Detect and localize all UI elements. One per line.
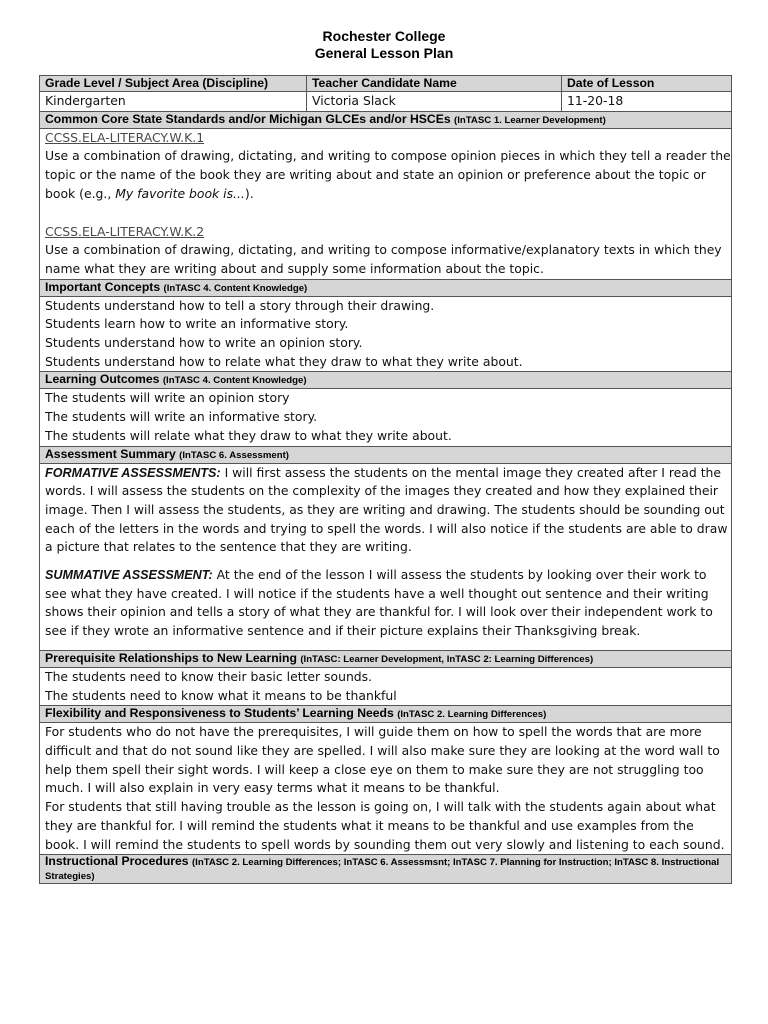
prereq-line: The students need to know what it means to be thankful xyxy=(45,687,397,703)
procedures-heading-sub: (InTASC 2. Learning Differences; InTASC 6. Assessmsnt; InTASC 7. Planning for Instruction; InTASC 8. Instructional Strategies) xyxy=(45,857,720,883)
outcome-line: The students will write an opinion story xyxy=(45,390,290,406)
concept-line: Students learn how to write an informative story. xyxy=(45,316,349,332)
flexibility-heading-sub: (InTASC 2. Learning Differences) xyxy=(397,709,547,721)
grade-level-value: Kindergarten xyxy=(40,92,307,112)
procedures-heading-text: Instructional Procedures xyxy=(45,854,189,869)
outcomes-heading xyxy=(40,372,732,389)
flexibility-heading-text: Flexibility and Responsiveness to Students’ Learning Needs xyxy=(45,706,394,721)
outcomes-body-row xyxy=(40,389,732,446)
standards-body-row xyxy=(40,128,732,279)
procedures-heading xyxy=(40,855,732,884)
concept-line: Students understand how to tell a story through their drawing. xyxy=(45,297,435,313)
teacher-name-value: Victoria Slack xyxy=(307,92,562,112)
summative-assessment xyxy=(45,566,731,641)
concepts-heading-text: Important Concepts xyxy=(45,279,161,294)
flexibility-header-row xyxy=(40,706,732,723)
flexibility-paragraph-1: For students who do not have the prerequisites, I will guide them on how to spell the words that are more difficult and that do not sound like they are spelled. I will also make sure they are looking at the word wall to help them spell their sight words. I will keep a close eye on them to make sure they are not struggling too much. I will also explain in very easy terms what it means to be thankful. xyxy=(45,724,720,796)
info-header-row xyxy=(40,76,732,92)
standards-header-row xyxy=(40,111,732,128)
lesson-plan-table xyxy=(39,75,732,884)
concept-line: Students understand how to relate what they draw to what they write about. xyxy=(45,353,523,369)
flexibility-body xyxy=(40,723,732,855)
formative-assessment xyxy=(45,464,731,558)
date-header: Date of Lesson xyxy=(562,76,732,92)
spacer xyxy=(45,641,731,650)
standard-text-1-before: Use a combination of drawing, dictating, and writing to compose opinion pieces in which they tell a reader the topic or the name of the book they are writing about and state an opinion or preference about the topic or book (e.g., xyxy=(45,148,731,201)
prereq-body-row xyxy=(40,667,732,705)
outcome-line: The students will relate what they draw to what they write about. xyxy=(45,427,452,443)
outcomes-heading-text: Learning Outcomes xyxy=(45,372,160,387)
standard-code-2: CCSS.ELA-LITERACY.W.K.2 xyxy=(45,223,205,239)
assessment-heading-text: Assessment Summary xyxy=(45,446,176,461)
document-title: General Lesson Plan xyxy=(314,45,454,61)
standard-text-1 xyxy=(45,147,731,203)
concept-line: Students understand how to write an opinion story. xyxy=(45,335,363,351)
prereq-body xyxy=(40,667,732,705)
summative-label: SUMMATIVE ASSESSMENT: xyxy=(45,568,213,583)
prereq-heading-sub: (InTASC: Learner Development, InTASC 2: Learning Differences) xyxy=(300,653,594,665)
date-value: 11-20-18 xyxy=(562,92,732,112)
assessment-heading-sub: (InTASC 6. Assessment) xyxy=(179,449,289,461)
formative-label: FORMATIVE ASSESSMENTS: xyxy=(45,465,221,480)
flexibility-body-row xyxy=(40,723,732,855)
teacher-name-header: Teacher Candidate Name xyxy=(307,76,562,92)
college-name: Rochester College xyxy=(322,28,446,44)
concepts-body xyxy=(40,296,732,372)
concepts-body-row xyxy=(40,296,732,372)
outcome-line: The students will write an informative story. xyxy=(45,409,318,425)
assessment-heading xyxy=(40,446,732,463)
standards-heading xyxy=(40,111,732,128)
assessment-header-row xyxy=(40,446,732,463)
flexibility-paragraph-2: For students that still having trouble as the lesson is going on, I will talk with the students again about what they are thankful for. I will remind the students what it means to be thankful and use examples from the book. I will remind the students to spell words by sounding them out very slowly and listening to each sound. xyxy=(45,799,725,852)
formative-text: I will first assess the students on the mental image they created after I read the words. I will assess the students on the complexity of the images they created and how they explained their image. Then I will assess the students, as they are writing and drawing. The students should be sounding out each of the letters in the words and trying to spell the words. I will also notice if the students are able to draw a picture that relates to the sentence that they are writing. xyxy=(45,464,728,555)
standard-text-1-italic: My favorite book is... xyxy=(115,185,245,201)
flexibility-heading xyxy=(40,706,732,723)
info-values-row xyxy=(40,92,732,112)
standard-text-2: Use a combination of drawing, dictating, and writing to compose informative/explanatory texts in which they name what they are writing about and supply some information about the topic. xyxy=(45,242,722,276)
outcomes-body xyxy=(40,389,732,446)
outcomes-header-row xyxy=(40,372,732,389)
concepts-heading-sub: (InTASC 4. Content Knowledge) xyxy=(163,282,308,294)
standard-code-1: CCSS.ELA-LITERACY.W.K.1 xyxy=(45,129,205,145)
grade-level-header: Grade Level / Subject Area (Discipline) xyxy=(40,76,307,92)
standards-heading-text: Common Core State Standards and/or Michigan GLCEs and/or HSCEs xyxy=(45,111,451,126)
prereq-heading-text: Prerequisite Relationships to New Learning xyxy=(45,650,297,665)
concepts-header-row xyxy=(40,279,732,296)
outcomes-heading-sub: (InTASC 4. Content Knowledge) xyxy=(162,375,307,387)
spacer xyxy=(45,557,731,566)
concepts-heading xyxy=(40,279,732,296)
assessment-body-row xyxy=(40,463,732,650)
standards-heading-sub: (InTASC 1. Learner Development) xyxy=(454,114,606,126)
prereq-heading xyxy=(40,650,732,667)
prereq-line: The students need to know their basic letter sounds. xyxy=(45,668,373,684)
procedures-header-row xyxy=(40,855,732,884)
spacer xyxy=(45,204,731,223)
assessment-body xyxy=(40,463,732,650)
summative-text: At the end of the lesson I will assess the students by looking over their work to see what they have created. I will notice if the students have a well thought out sentence and their writing shows their opinion and tells a story of what they are thankful for. I will look over their independent work to see if they wrote an informative sentence and if their picture explains their Thanksgiving break. xyxy=(45,567,713,639)
standard-text-1-after: ). xyxy=(244,185,254,201)
standards-body xyxy=(40,128,732,279)
prereq-header-row xyxy=(40,650,732,667)
